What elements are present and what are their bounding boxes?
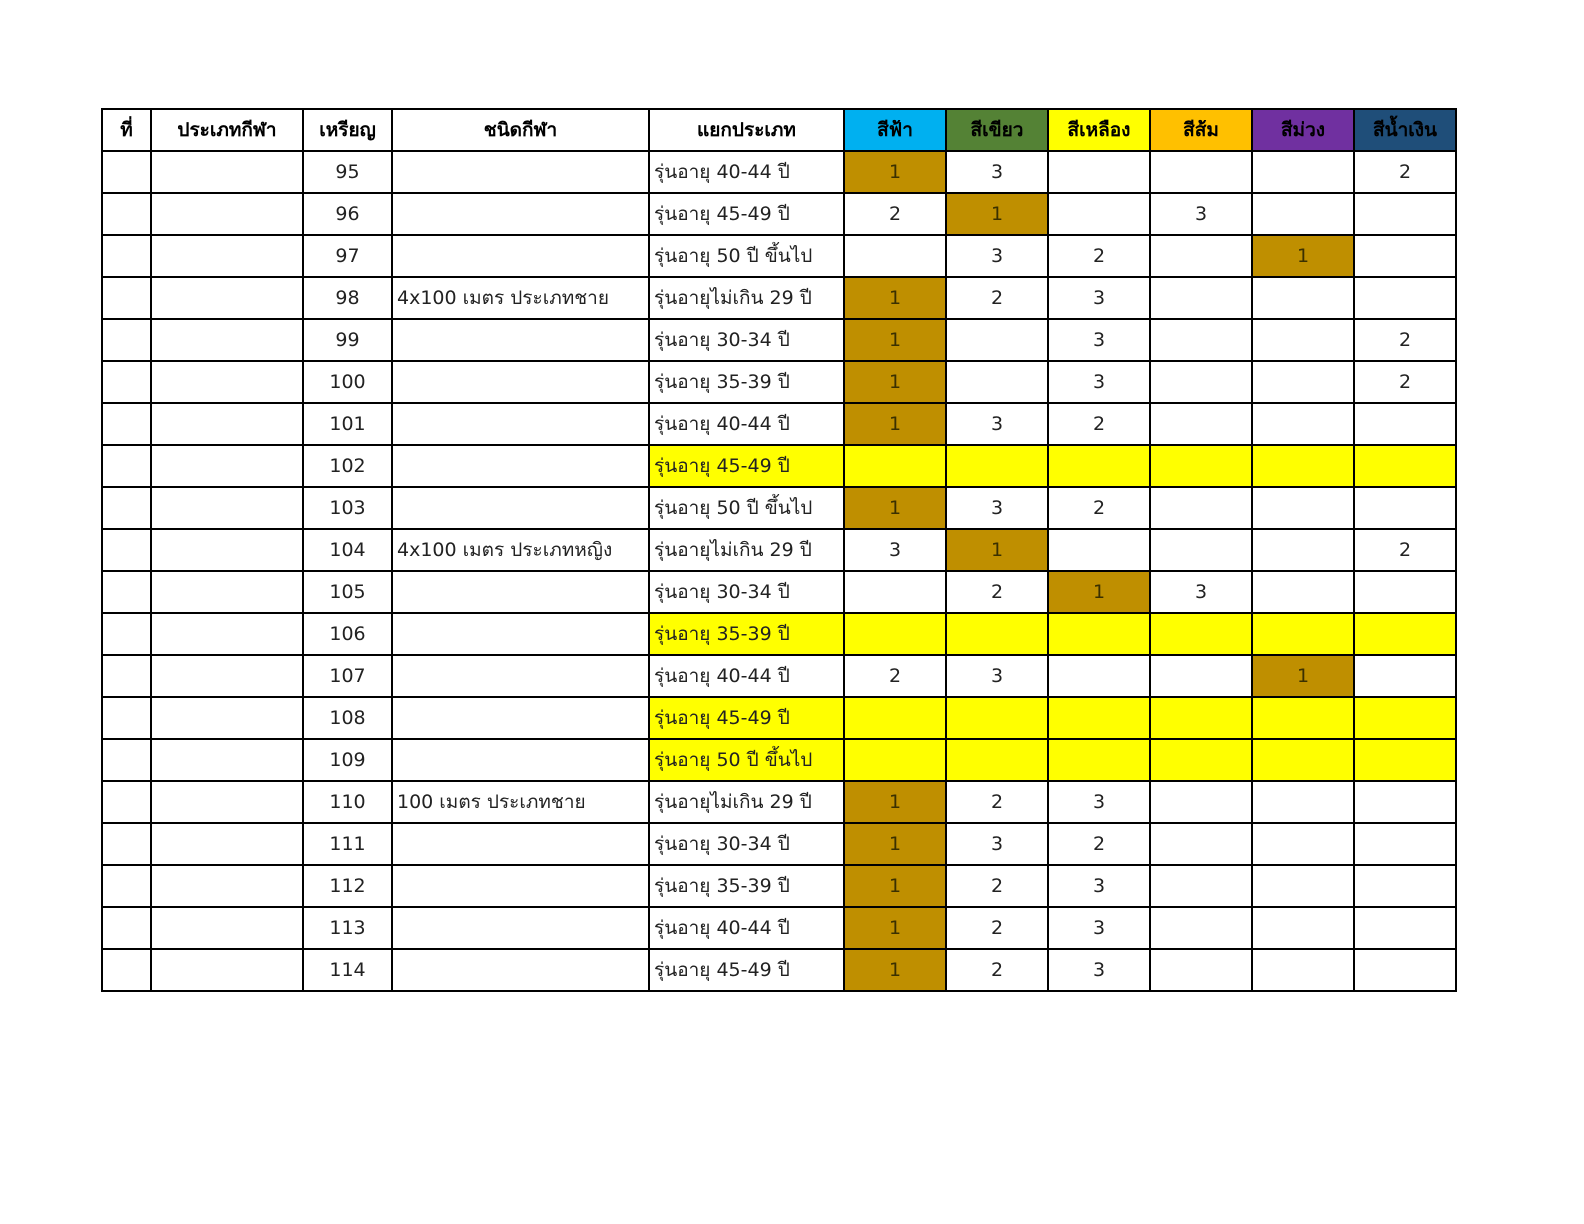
cell-score-orange	[1150, 613, 1252, 655]
cell-medal: 98	[303, 277, 392, 319]
cell-score-orange	[1150, 445, 1252, 487]
cell-score-yellow	[1048, 655, 1150, 697]
cell-sport-type	[151, 823, 303, 865]
cell-score-orange	[1150, 907, 1252, 949]
cell-score-purple	[1252, 865, 1354, 907]
cell-score-purple	[1252, 949, 1354, 991]
cell-category: รุ่นอายุไม่เกิน 29 ปี	[649, 277, 844, 319]
cell-sport: 4x100 เมตร ประเภทชาย	[392, 277, 649, 319]
table-row	[102, 151, 1456, 193]
cell-score-navy	[1354, 487, 1456, 529]
cell-score-sky-blue: 1	[844, 403, 946, 445]
header-sport-type: ประเภทกีฬา	[151, 109, 303, 151]
cell-score-green	[946, 445, 1048, 487]
cell-score-orange	[1150, 655, 1252, 697]
cell-score-purple	[1252, 319, 1354, 361]
cell-sport-type	[151, 655, 303, 697]
cell-score-green: 2	[946, 571, 1048, 613]
cell-sport	[392, 739, 649, 781]
header-team-orange: สีส้ม	[1150, 109, 1252, 151]
cell-score-yellow	[1048, 193, 1150, 235]
cell-sport-type	[151, 277, 303, 319]
cell-score-orange	[1150, 361, 1252, 403]
cell-category: รุ่นอายุ 30-34 ปี	[649, 319, 844, 361]
cell-score-yellow: 3	[1048, 319, 1150, 361]
cell-score-yellow	[1048, 613, 1150, 655]
cell-sport	[392, 487, 649, 529]
cell-sport-type	[151, 319, 303, 361]
cell-score-orange	[1150, 403, 1252, 445]
cell-score-navy	[1354, 277, 1456, 319]
cell-category: รุ่นอายุ 30-34 ปี	[649, 571, 844, 613]
cell-score-orange: 3	[1150, 193, 1252, 235]
cell-score-yellow: 3	[1048, 361, 1150, 403]
table-row	[102, 571, 1456, 613]
header-team-green: สีเขียว	[946, 109, 1048, 151]
cell-category: รุ่นอายุ 40-44 ปี	[649, 151, 844, 193]
results-table	[101, 108, 1457, 992]
cell-score-purple	[1252, 487, 1354, 529]
cell-sport	[392, 361, 649, 403]
cell-score-navy	[1354, 445, 1456, 487]
cell-score-navy	[1354, 781, 1456, 823]
cell-score-green: 2	[946, 781, 1048, 823]
cell-score-purple	[1252, 697, 1354, 739]
cell-sport	[392, 319, 649, 361]
cell-medal: 100	[303, 361, 392, 403]
cell-sport-type	[151, 949, 303, 991]
cell-score-sky-blue: 3	[844, 529, 946, 571]
cell-sport-type	[151, 487, 303, 529]
cell-category: รุ่นอายุ 45-49 ปี	[649, 697, 844, 739]
table-row	[102, 865, 1456, 907]
cell-medal: 109	[303, 739, 392, 781]
header-category: แยกประเภท	[649, 109, 844, 151]
cell-score-purple	[1252, 151, 1354, 193]
cell-score-sky-blue: 1	[844, 823, 946, 865]
cell-category: รุ่นอายุ 40-44 ปี	[649, 655, 844, 697]
cell-sport-type	[151, 361, 303, 403]
cell-score-navy	[1354, 823, 1456, 865]
cell-score-navy	[1354, 193, 1456, 235]
cell-score-sky-blue	[844, 571, 946, 613]
cell-sport	[392, 697, 649, 739]
cell-score-sky-blue	[844, 445, 946, 487]
cell-score-orange	[1150, 151, 1252, 193]
table-row	[102, 529, 1456, 571]
cell-category: รุ่นอายุ 50 ปี ขึ้นไป	[649, 487, 844, 529]
cell-medal: 110	[303, 781, 392, 823]
cell-score-navy: 2	[1354, 151, 1456, 193]
cell-sport-type	[151, 529, 303, 571]
cell-sport: 100 เมตร ประเภทชาย	[392, 781, 649, 823]
cell-score-orange: 3	[1150, 571, 1252, 613]
cell-category: รุ่นอายุ 30-34 ปี	[649, 823, 844, 865]
cell-score-navy	[1354, 739, 1456, 781]
cell-sport	[392, 403, 649, 445]
cell-score-purple	[1252, 361, 1354, 403]
cell-medal: 95	[303, 151, 392, 193]
table-row	[102, 319, 1456, 361]
header-team-yellow: สีเหลือง	[1048, 109, 1150, 151]
cell-score-yellow	[1048, 445, 1150, 487]
cell-no	[102, 403, 151, 445]
cell-score-sky-blue: 2	[844, 655, 946, 697]
cell-score-navy: 2	[1354, 319, 1456, 361]
cell-score-orange	[1150, 319, 1252, 361]
cell-category: รุ่นอายุ 35-39 ปี	[649, 361, 844, 403]
cell-sport-type	[151, 445, 303, 487]
cell-no	[102, 865, 151, 907]
cell-score-green	[946, 613, 1048, 655]
cell-score-navy: 2	[1354, 529, 1456, 571]
cell-category: รุ่นอายุ 50 ปี ขึ้นไป	[649, 739, 844, 781]
cell-medal: 112	[303, 865, 392, 907]
cell-score-sky-blue: 1	[844, 151, 946, 193]
cell-score-navy	[1354, 235, 1456, 277]
cell-sport	[392, 193, 649, 235]
cell-sport	[392, 907, 649, 949]
cell-score-navy	[1354, 697, 1456, 739]
cell-score-purple: 1	[1252, 235, 1354, 277]
cell-score-purple	[1252, 823, 1354, 865]
cell-sport-type	[151, 403, 303, 445]
table-row	[102, 487, 1456, 529]
cell-score-green: 3	[946, 403, 1048, 445]
table-body	[102, 151, 1456, 991]
cell-sport-type	[151, 697, 303, 739]
cell-category: รุ่นอายุ 45-49 ปี	[649, 949, 844, 991]
table-row	[102, 403, 1456, 445]
cell-score-navy	[1354, 949, 1456, 991]
cell-sport	[392, 151, 649, 193]
cell-sport: 4x100 เมตร ประเภทหญิง	[392, 529, 649, 571]
cell-no	[102, 739, 151, 781]
cell-sport-type	[151, 151, 303, 193]
cell-score-yellow: 2	[1048, 403, 1150, 445]
cell-score-yellow	[1048, 151, 1150, 193]
cell-sport-type	[151, 739, 303, 781]
cell-category: รุ่นอายุไม่เกิน 29 ปี	[649, 529, 844, 571]
cell-medal: 104	[303, 529, 392, 571]
table-row	[102, 613, 1456, 655]
cell-sport-type	[151, 193, 303, 235]
cell-score-navy	[1354, 907, 1456, 949]
header-sport: ชนิดกีฬา	[392, 109, 649, 151]
cell-sport-type	[151, 571, 303, 613]
cell-score-orange	[1150, 823, 1252, 865]
cell-score-purple	[1252, 403, 1354, 445]
cell-score-yellow: 2	[1048, 235, 1150, 277]
cell-category: รุ่นอายุ 40-44 ปี	[649, 907, 844, 949]
cell-no	[102, 319, 151, 361]
table-row	[102, 193, 1456, 235]
cell-score-green: 2	[946, 865, 1048, 907]
cell-no	[102, 823, 151, 865]
cell-no	[102, 781, 151, 823]
cell-score-purple	[1252, 781, 1354, 823]
cell-no	[102, 571, 151, 613]
cell-score-sky-blue: 1	[844, 361, 946, 403]
cell-sport	[392, 865, 649, 907]
cell-score-sky-blue: 1	[844, 319, 946, 361]
cell-score-yellow: 3	[1048, 907, 1150, 949]
cell-category: รุ่นอายุ 50 ปี ขึ้นไป	[649, 235, 844, 277]
cell-sport-type	[151, 613, 303, 655]
cell-score-navy	[1354, 655, 1456, 697]
table-row	[102, 655, 1456, 697]
header-team-sky-blue: สีฟ้า	[844, 109, 946, 151]
cell-sport	[392, 949, 649, 991]
table-row	[102, 697, 1456, 739]
table-row	[102, 781, 1456, 823]
cell-score-purple	[1252, 613, 1354, 655]
cell-score-orange	[1150, 277, 1252, 319]
cell-score-yellow	[1048, 739, 1150, 781]
cell-sport-type	[151, 781, 303, 823]
cell-no	[102, 193, 151, 235]
cell-score-navy	[1354, 865, 1456, 907]
cell-score-purple	[1252, 907, 1354, 949]
cell-score-yellow	[1048, 529, 1150, 571]
cell-no	[102, 697, 151, 739]
cell-score-yellow: 3	[1048, 781, 1150, 823]
cell-medal: 102	[303, 445, 392, 487]
cell-score-green: 3	[946, 235, 1048, 277]
cell-score-sky-blue: 1	[844, 781, 946, 823]
cell-medal: 103	[303, 487, 392, 529]
cell-score-green: 2	[946, 277, 1048, 319]
cell-medal: 114	[303, 949, 392, 991]
cell-category: รุ่นอายุ 45-49 ปี	[649, 445, 844, 487]
cell-score-sky-blue: 1	[844, 277, 946, 319]
cell-no	[102, 151, 151, 193]
cell-score-yellow: 3	[1048, 865, 1150, 907]
cell-score-sky-blue: 1	[844, 949, 946, 991]
table-row	[102, 277, 1456, 319]
cell-score-green: 1	[946, 529, 1048, 571]
cell-medal: 96	[303, 193, 392, 235]
cell-sport	[392, 613, 649, 655]
cell-score-yellow: 3	[1048, 949, 1150, 991]
cell-score-green: 2	[946, 949, 1048, 991]
cell-score-purple	[1252, 277, 1354, 319]
cell-score-green: 3	[946, 655, 1048, 697]
cell-sport-type	[151, 235, 303, 277]
cell-score-green: 3	[946, 823, 1048, 865]
cell-sport	[392, 655, 649, 697]
cell-sport-type	[151, 865, 303, 907]
header-team-purple: สีม่วง	[1252, 109, 1354, 151]
cell-score-yellow: 2	[1048, 823, 1150, 865]
table-row	[102, 907, 1456, 949]
cell-medal: 107	[303, 655, 392, 697]
cell-no	[102, 445, 151, 487]
cell-score-navy	[1354, 403, 1456, 445]
cell-score-purple	[1252, 739, 1354, 781]
cell-score-sky-blue: 1	[844, 865, 946, 907]
cell-score-orange	[1150, 865, 1252, 907]
cell-sport	[392, 445, 649, 487]
cell-score-sky-blue: 1	[844, 907, 946, 949]
cell-score-orange	[1150, 949, 1252, 991]
cell-score-green	[946, 361, 1048, 403]
cell-score-sky-blue	[844, 613, 946, 655]
cell-score-navy	[1354, 571, 1456, 613]
cell-sport-type	[151, 907, 303, 949]
cell-score-yellow	[1048, 697, 1150, 739]
table-row	[102, 739, 1456, 781]
cell-no	[102, 235, 151, 277]
cell-no	[102, 655, 151, 697]
cell-medal: 111	[303, 823, 392, 865]
cell-category: รุ่นอายุไม่เกิน 29 ปี	[649, 781, 844, 823]
cell-medal: 106	[303, 613, 392, 655]
cell-score-purple: 1	[1252, 655, 1354, 697]
cell-score-orange	[1150, 487, 1252, 529]
cell-score-orange	[1150, 235, 1252, 277]
cell-score-orange	[1150, 529, 1252, 571]
header-team-navy: สีน้ำเงิน	[1354, 109, 1456, 151]
cell-score-green	[946, 739, 1048, 781]
table-row	[102, 949, 1456, 991]
cell-medal: 97	[303, 235, 392, 277]
cell-score-orange	[1150, 697, 1252, 739]
cell-score-purple	[1252, 529, 1354, 571]
cell-no	[102, 529, 151, 571]
cell-score-yellow: 3	[1048, 277, 1150, 319]
cell-medal: 99	[303, 319, 392, 361]
cell-category: รุ่นอายุ 45-49 ปี	[649, 193, 844, 235]
cell-score-orange	[1150, 781, 1252, 823]
cell-no	[102, 277, 151, 319]
cell-score-navy: 2	[1354, 361, 1456, 403]
table-row	[102, 445, 1456, 487]
cell-score-sky-blue: 2	[844, 193, 946, 235]
cell-score-green: 3	[946, 151, 1048, 193]
cell-score-yellow: 2	[1048, 487, 1150, 529]
cell-score-sky-blue: 1	[844, 487, 946, 529]
cell-score-yellow: 1	[1048, 571, 1150, 613]
cell-score-navy	[1354, 613, 1456, 655]
cell-medal: 101	[303, 403, 392, 445]
cell-medal: 108	[303, 697, 392, 739]
cell-score-green	[946, 697, 1048, 739]
cell-no	[102, 361, 151, 403]
cell-score-green: 2	[946, 907, 1048, 949]
cell-score-sky-blue	[844, 739, 946, 781]
header-row	[102, 109, 1456, 151]
cell-score-green	[946, 319, 1048, 361]
cell-no	[102, 949, 151, 991]
header-no: ที่	[102, 109, 151, 151]
table-row	[102, 823, 1456, 865]
cell-score-orange	[1150, 739, 1252, 781]
cell-no	[102, 487, 151, 529]
cell-sport	[392, 571, 649, 613]
cell-score-sky-blue	[844, 697, 946, 739]
table-row	[102, 235, 1456, 277]
cell-medal: 113	[303, 907, 392, 949]
cell-category: รุ่นอายุ 35-39 ปี	[649, 865, 844, 907]
cell-score-sky-blue	[844, 235, 946, 277]
table-row	[102, 361, 1456, 403]
cell-score-purple	[1252, 571, 1354, 613]
cell-medal: 105	[303, 571, 392, 613]
cell-score-green: 3	[946, 487, 1048, 529]
cell-sport	[392, 823, 649, 865]
cell-score-purple	[1252, 445, 1354, 487]
cell-category: รุ่นอายุ 35-39 ปี	[649, 613, 844, 655]
cell-score-green: 1	[946, 193, 1048, 235]
header-medal: เหรียญ	[303, 109, 392, 151]
cell-no	[102, 907, 151, 949]
cell-score-purple	[1252, 193, 1354, 235]
cell-sport	[392, 235, 649, 277]
cell-no	[102, 613, 151, 655]
cell-category: รุ่นอายุ 40-44 ปี	[649, 403, 844, 445]
